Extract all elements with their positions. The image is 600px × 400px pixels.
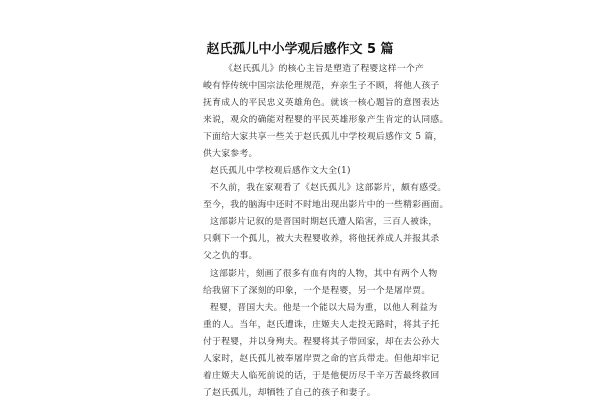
body-line: 这部影片，刻画了很多有血有肉的人物，其中有两个人物	[210, 269, 438, 279]
body-line: 给我留下了深刻的印象，一个是程婴，另一个是屠岸贾。	[203, 286, 431, 296]
body-line: 重的人。当年，赵氏遭诛，庄姬夫人走投无路时，将其子托	[203, 320, 440, 330]
section-heading: 赵氏孤儿中学校观后感作文大全(1)	[210, 166, 351, 176]
body-line: 抚育成人的平民忠义英雄角色。就该一核心题旨的意图表达	[203, 98, 440, 108]
body-line: 下面给大家共享一些关于赵氏孤儿中学校观后感作文 5 篇，	[203, 132, 443, 142]
body-line: 着庄姬夫人临死前说的话，于是他便历尽千辛万苦最终救回	[203, 371, 440, 381]
body-line: 人家时，赵氏孤儿被奉屠岸贾之命的官兵带走。但他却牢记	[203, 354, 440, 364]
document-title: 赵氏孤儿中小学观后感作文 5 篇	[206, 42, 394, 57]
body-line: 了赵氏孤儿，却牺牲了自己的孩子和妻子。	[203, 388, 376, 398]
body-line: 不久前，我在家观看了《赵氏孤儿》这部影片，颇有感受。	[210, 183, 447, 193]
body-line: 峻有悖传统中国宗法伦理规范，弃亲生子不顾，将他人孩子	[203, 81, 440, 91]
body-line: 《赵氏孤儿》的核心主旨是塑造了程婴这样一个产	[224, 64, 425, 74]
body-line: 父之仇的事。	[203, 251, 258, 261]
body-line: 程婴，晋国大夫。他是一个能以大局为重，以他人利益为	[210, 303, 438, 313]
body-line: 来说，观众的确能对程婴的平民英雄形象产生肯定的认同感。	[203, 115, 449, 125]
body-line: 只剩下一个孤儿，被大夫程婴收养，将他抚养成人并报其杀	[203, 234, 440, 244]
body-line: 至今，我的脑海中还时不时地出现出影片中的一些精彩画面。	[203, 200, 449, 210]
body-line: 这部影片记叙的是晋国时期赵氏遭人陷害，三百人被诛，	[210, 217, 438, 227]
body-line: 付于程婴，并以身殉夫。程婴将其子带回家，却在去公孙大	[203, 337, 440, 347]
body-line: 供大家参考。	[203, 149, 258, 159]
